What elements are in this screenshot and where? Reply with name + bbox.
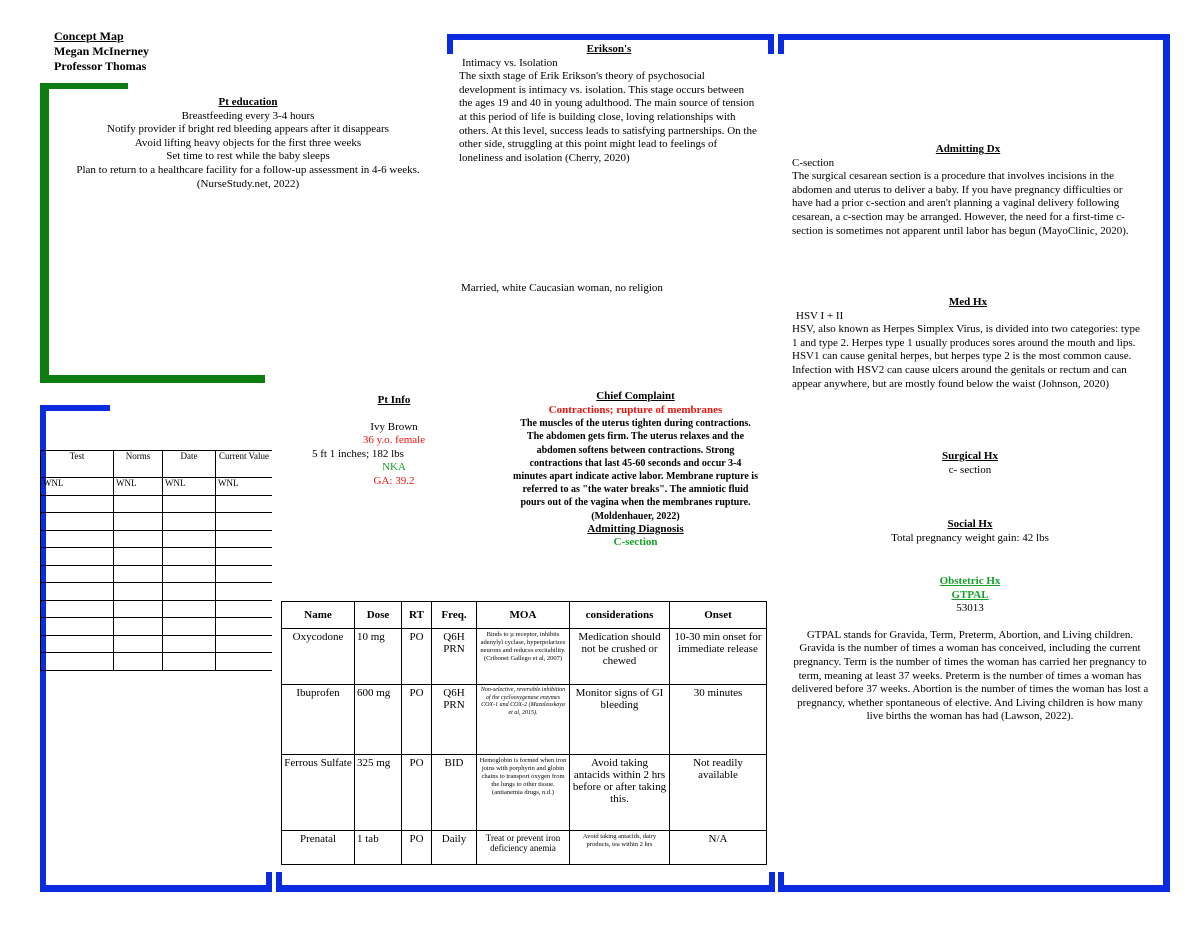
gtpal-heading: GTPAL bbox=[951, 588, 989, 601]
labs-cell bbox=[163, 565, 216, 583]
surgical-hx-heading: Surgical Hx bbox=[942, 450, 998, 462]
med-freq: Q6H PRN bbox=[432, 629, 477, 685]
med-header-cell: considerations bbox=[570, 602, 670, 629]
labs-cell bbox=[163, 653, 216, 671]
labs-header-cell: Norms bbox=[114, 451, 163, 478]
table-row bbox=[41, 478, 273, 496]
labs-header-cell: Test bbox=[41, 451, 114, 478]
med-hx-subheading: HSV I + II bbox=[796, 309, 844, 322]
blue-bar-middle-bottom-tick-left bbox=[276, 872, 282, 892]
labs-cell bbox=[41, 513, 114, 531]
med-header-cell: RT bbox=[402, 602, 432, 629]
admitting-dx-subheading: C-section bbox=[792, 156, 835, 169]
pt-ga: GA: 39.2 bbox=[373, 474, 415, 487]
labs-cell bbox=[114, 548, 163, 566]
green-bracket-top bbox=[40, 83, 128, 89]
green-bracket-vertical bbox=[40, 83, 49, 383]
labs-cell bbox=[41, 635, 114, 653]
med-hx-body: HSV, also known as Herpes Simplex Virus, is divided into two categories: type 1 and type 2. Herpes type 1 usually produces sores around the mouth and lips. HSV1 can cause genital herpes, but herpes type 2 is the most common cause. Infection with HSV2 can cause ulcers around the genitals or rectum and can appear anywhere, but are mostly found below the waist (Johnson, 2020) bbox=[792, 323, 1140, 390]
med-header-cell: Name bbox=[282, 602, 355, 629]
labs-cell bbox=[216, 513, 273, 531]
med-dose: 325 mg bbox=[355, 755, 402, 831]
labs-cell bbox=[41, 530, 114, 548]
labs-cell bbox=[41, 565, 114, 583]
pt-education-line: Avoid lifting heavy objects for the first three weeks bbox=[134, 136, 362, 149]
pt-education-citation: (NurseStudy.net, 2022) bbox=[196, 177, 300, 190]
labs-cell bbox=[216, 495, 273, 513]
blue-bar-middle-bottom-tick-right bbox=[769, 872, 775, 892]
header-block bbox=[54, 29, 149, 74]
labs-cell bbox=[41, 600, 114, 618]
table-row bbox=[41, 635, 273, 653]
labs-table bbox=[40, 450, 272, 671]
labs-cell bbox=[114, 530, 163, 548]
med-dose: 1 tab bbox=[355, 831, 402, 865]
labs-cell bbox=[114, 653, 163, 671]
labs-cell bbox=[163, 513, 216, 531]
pt-age: 36 y.o. female bbox=[362, 434, 426, 447]
admitting-dx-body: The surgical cesarean section is a procedure that involves incisions in the abdomen and uterus to deliver a baby. If you have pregnancy difficulties or have had a prior c-section and aren't planning a vaginal delivery following cesarean, a c-section may be arranged. However, the need for a first-time c-section is sometimes not apparent until labor has begun (MayoClinic, 2020). bbox=[792, 170, 1129, 237]
med-header-cell: Onset bbox=[670, 602, 767, 629]
table-row bbox=[282, 755, 767, 831]
labs-cell bbox=[114, 600, 163, 618]
med-header-cell: Dose bbox=[355, 602, 402, 629]
labs-cell bbox=[216, 618, 273, 636]
labs-cell bbox=[114, 618, 163, 636]
med-dose: 10 mg bbox=[355, 629, 402, 685]
med-onset: N/A bbox=[670, 831, 767, 865]
med-dose: 600 mg bbox=[355, 685, 402, 755]
med-freq: Daily bbox=[432, 831, 477, 865]
med-hx-section bbox=[792, 296, 1144, 391]
erikson-section bbox=[459, 43, 759, 165]
labs-cell bbox=[114, 565, 163, 583]
labs-cell bbox=[163, 495, 216, 513]
labs-cell bbox=[216, 548, 273, 566]
med-name: Oxycodone bbox=[282, 629, 355, 685]
admitting-dx-section bbox=[792, 143, 1144, 238]
surgical-hx-section bbox=[870, 450, 1070, 477]
blue-bar-erikson-top bbox=[447, 34, 774, 40]
labs-cell bbox=[114, 583, 163, 601]
pt-education-line: Notify provider if bright red bleeding appears after it disappears bbox=[107, 123, 389, 136]
med-considerations: Avoid taking antacids, dairy products, tea within 2 hrs bbox=[570, 831, 670, 865]
labs-cell bbox=[114, 635, 163, 653]
admitting-diagnosis-value: C-section bbox=[613, 536, 658, 549]
labs-cell: WNL bbox=[41, 478, 114, 496]
med-route: PO bbox=[402, 685, 432, 755]
labs-cell bbox=[163, 635, 216, 653]
table-row bbox=[41, 513, 273, 531]
labs-cell bbox=[216, 530, 273, 548]
med-onset: Not readily available bbox=[670, 755, 767, 831]
blue-bar-left-bottom bbox=[40, 885, 272, 892]
gtpal-value: 53013 bbox=[956, 602, 984, 615]
labs-cell: WNL bbox=[163, 478, 216, 496]
medications-header-row bbox=[282, 602, 767, 629]
labs-cell bbox=[41, 548, 114, 566]
gtpal-body: GTPAL stands for Gravida, Term, Preterm, Abortion, and Living children. Gravida is the number of times a woman has conceived, including the current pregnancy. Term is the number of times the woman has carried her pregnancy to term, meaning at least 37 weeks. Preterm is the number of times a woman has delivered before 37 weeks. Abortion is the number of times the woman has lost a pregnancy, whether spontaneous of elective. And Living children is how many live births the woman has had (Lawson, 2022). bbox=[791, 628, 1149, 723]
professor-name: Professor Thomas bbox=[54, 59, 147, 73]
labs-cell bbox=[41, 653, 114, 671]
labs-cell bbox=[216, 565, 273, 583]
med-route: PO bbox=[402, 755, 432, 831]
erikson-note: Married, white Caucasian woman, no religion bbox=[461, 282, 663, 294]
social-hx-section bbox=[840, 518, 1100, 545]
labs-header-cell: Date bbox=[163, 451, 216, 478]
pt-education-line: Set time to rest while the baby sleeps bbox=[166, 150, 330, 163]
med-moa: Binds to µ receptor, inhibits adenylyl cyclase, hyperpolarizes neurons and reduces excitability. (Cribonet Gallego et al, 2007) bbox=[477, 629, 570, 685]
blue-bar-left-bottom-tick bbox=[266, 872, 272, 892]
pt-education-line: Plan to return to a healthcare facility for a follow-up assessment in 4-6 weeks. bbox=[76, 163, 420, 176]
surgical-hx-value: c- section bbox=[948, 463, 992, 476]
med-name: Prenatal bbox=[282, 831, 355, 865]
blue-bar-erikson-left bbox=[447, 34, 453, 54]
med-freq: BID bbox=[432, 755, 477, 831]
chief-complaint-section bbox=[513, 390, 758, 550]
page-title: Concept Map bbox=[54, 29, 124, 43]
blue-bar-right-left bbox=[778, 34, 784, 54]
labs-cell bbox=[114, 513, 163, 531]
medications-table bbox=[281, 601, 767, 865]
table-row bbox=[41, 530, 273, 548]
blue-bar-right-top bbox=[778, 34, 1170, 40]
med-moa: Treat or prevent iron deficiency anemia bbox=[477, 831, 570, 865]
blue-bar-middle-bottom bbox=[276, 885, 775, 892]
blue-bar-right-bottom-tick bbox=[778, 872, 784, 892]
labs-cell bbox=[163, 548, 216, 566]
table-row bbox=[41, 618, 273, 636]
obstetric-hx-section bbox=[790, 575, 1150, 724]
pt-info-section bbox=[306, 394, 482, 489]
med-onset: 30 minutes bbox=[670, 685, 767, 755]
labs-cell bbox=[216, 583, 273, 601]
pt-education-section bbox=[70, 96, 426, 191]
blue-bar-right-bottom bbox=[778, 885, 1170, 892]
med-name: Ferrous Sulfate bbox=[282, 755, 355, 831]
labs-header-cell: Current Value bbox=[216, 451, 273, 478]
labs-cell bbox=[163, 600, 216, 618]
labs-cell bbox=[216, 653, 273, 671]
pt-education-line: Breastfeeding every 3-4 hours bbox=[181, 109, 315, 122]
obstetric-hx-heading: Obstetric Hx bbox=[939, 575, 1001, 587]
chief-complaint-heading: Chief Complaint bbox=[596, 390, 675, 402]
pt-info-heading: Pt Info bbox=[377, 394, 411, 406]
med-moa: Non-selective, reversible inhibition of the cyclooxygenase enzymes COX-1 and COX-2 (Mazaleuskaya et al, 2015). bbox=[477, 685, 570, 755]
pt-allergy: NKA bbox=[382, 461, 406, 474]
table-row bbox=[282, 685, 767, 755]
med-route: PO bbox=[402, 831, 432, 865]
labs-cell: WNL bbox=[216, 478, 273, 496]
med-considerations: Monitor signs of GI bleeding bbox=[570, 685, 670, 755]
labs-cell bbox=[216, 635, 273, 653]
table-row bbox=[41, 583, 273, 601]
chief-complaint-subheading: Contractions; rupture of membranes bbox=[548, 403, 723, 416]
table-row bbox=[41, 548, 273, 566]
table-row bbox=[282, 831, 767, 865]
med-hx-heading: Med Hx bbox=[948, 296, 988, 308]
med-moa: Hemoglobin is formed when iron joins with porphyrin and globin chains to transport oxygen from the lungs to other tissue. (antianemia drugs, n.d.) bbox=[477, 755, 570, 831]
social-hx-value: Total pregnancy weight gain: 42 lbs bbox=[891, 531, 1049, 544]
admitting-diagnosis-heading: Admitting Diagnosis bbox=[587, 522, 684, 535]
table-row bbox=[41, 565, 273, 583]
green-bracket-bottom bbox=[40, 375, 265, 383]
erikson-body: The sixth stage of Erik Erikson's theory of psychosocial development is intimacy vs. isolation. This stage occurs between the ages 19 and 40 in young adulthood. The main source of tension at this period of life is building close, loving relationships with others. At this level, success leads to satisfying partnerships. On the other side, struggling at this point might lead to feelings of loneliness and isolation (Cherry, 2020) bbox=[459, 70, 757, 164]
blue-bar-left-top bbox=[40, 405, 110, 411]
labs-cell bbox=[163, 618, 216, 636]
labs-header-row bbox=[41, 451, 273, 478]
labs-cell bbox=[114, 495, 163, 513]
pt-size: 5 ft 1 inches; 182 lbs bbox=[312, 447, 404, 460]
blue-bar-right-side bbox=[1163, 34, 1170, 892]
table-row bbox=[41, 600, 273, 618]
med-considerations: Avoid taking antacids within 2 hrs before or after taking this. bbox=[570, 755, 670, 831]
med-route: PO bbox=[402, 629, 432, 685]
labs-cell: WNL bbox=[114, 478, 163, 496]
student-name: Megan McInerney bbox=[54, 44, 149, 58]
table-row bbox=[41, 495, 273, 513]
table-row bbox=[41, 653, 273, 671]
med-name: Ibuprofen bbox=[282, 685, 355, 755]
labs-cell bbox=[216, 600, 273, 618]
labs-cell bbox=[41, 583, 114, 601]
table-row bbox=[282, 629, 767, 685]
erikson-subheading: Intimacy vs. Isolation bbox=[462, 56, 558, 69]
chief-complaint-body: The muscles of the uterus tighten during contractions. The abdomen gets firm. The uterus relaxes and the abdomen softens between contractions. Strong contractions that last 45-60 seconds and occur 3-4 minutes apart indicate active labor. Membrane rupture is referred to as "the water breaks". The amniotic fluid pours out of the vagina when the membranes rupture. (Moldenhauer, 2022) bbox=[513, 418, 758, 522]
med-header-cell: MOA bbox=[477, 602, 570, 629]
labs-cell bbox=[41, 618, 114, 636]
med-header-cell: Freq. bbox=[432, 602, 477, 629]
pt-name: Ivy Brown bbox=[370, 420, 418, 433]
erikson-heading: Erikson's bbox=[586, 43, 632, 55]
med-freq: Q6H PRN bbox=[432, 685, 477, 755]
labs-cell bbox=[41, 495, 114, 513]
med-onset: 10-30 min onset for immediate release bbox=[670, 629, 767, 685]
labs-cell bbox=[163, 530, 216, 548]
med-considerations: Medication should not be crushed or chewed bbox=[570, 629, 670, 685]
social-hx-heading: Social Hx bbox=[947, 518, 993, 530]
pt-education-heading: Pt education bbox=[218, 96, 278, 108]
admitting-dx-heading: Admitting Dx bbox=[935, 143, 1001, 155]
labs-cell bbox=[163, 583, 216, 601]
blue-bar-erikson-right bbox=[768, 34, 774, 54]
